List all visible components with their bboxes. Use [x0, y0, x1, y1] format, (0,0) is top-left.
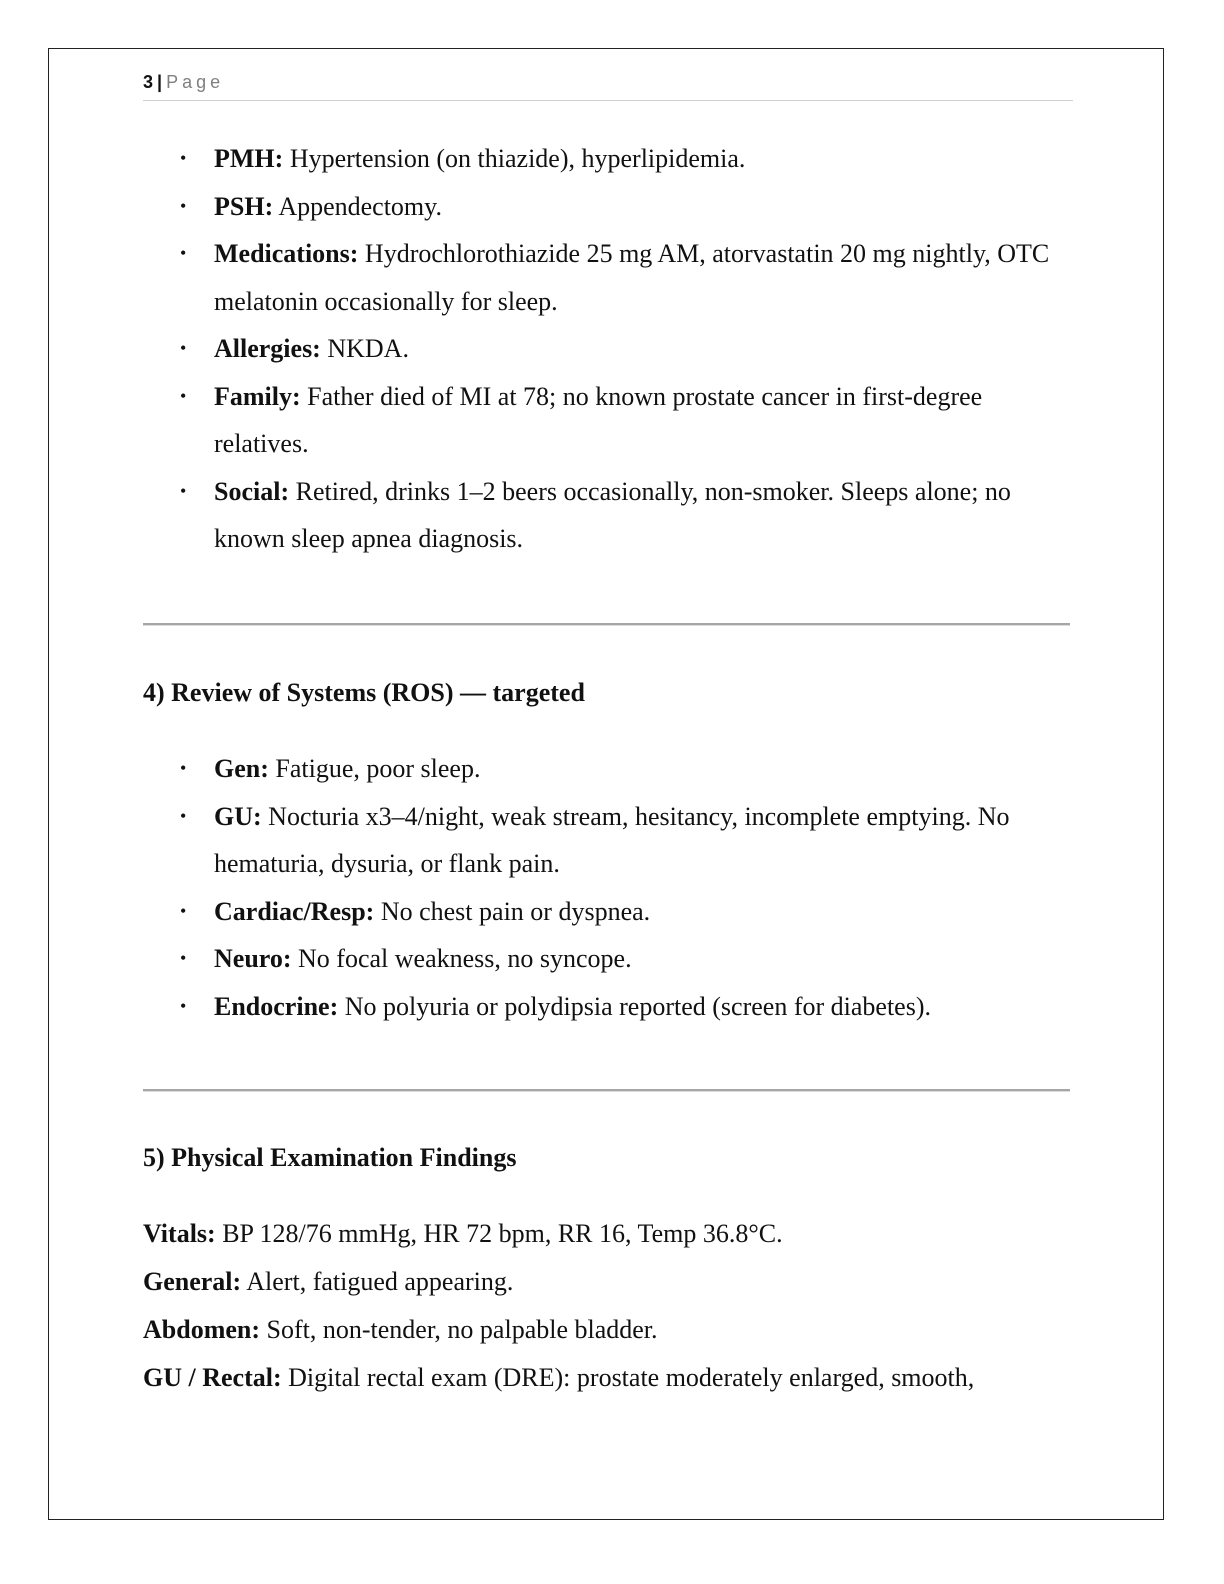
exam-text: BP 128/76 mmHg, HR 72 bpm, RR 16, Temp 36.8°C. [222, 1219, 783, 1248]
list-item [143, 793, 1073, 888]
bullet-icon: • [180, 338, 187, 358]
history-list [143, 135, 1073, 563]
exam-text: Digital rectal exam (DRE): prostate moderately enlarged, smooth, [288, 1363, 975, 1392]
exam-heading: 5) Physical Examination Findings [143, 1143, 517, 1172]
exam-text: Soft, non-tender, no palpable bladder. [266, 1315, 658, 1344]
item-text: No polyuria or polydipsia reported (screen for diabetes). [344, 991, 931, 1021]
item-text: Nocturia x3–4/night, weak stream, hesitancy, incomplete emptying. No hematuria, dysuria, or flank pain. [214, 801, 1010, 878]
section-divider [143, 1089, 1070, 1092]
item-label: Gen: [214, 754, 269, 783]
list-item [143, 325, 1073, 373]
item-text: Hypertension (on thiazide), hyperlipidemia. [289, 144, 746, 173]
item-text: Appendectomy. [278, 191, 442, 221]
bullet-icon: • [180, 995, 187, 1016]
page-header [143, 72, 1073, 101]
exam-text: Alert, fatigued appearing. [246, 1267, 514, 1296]
page-label: Page [166, 72, 225, 92]
ros-heading: 4) Review of Systems (ROS) — targeted [143, 678, 585, 707]
list-item [143, 373, 1073, 468]
list-item [143, 745, 1073, 793]
item-label: Allergies: [214, 334, 321, 363]
exam-line [143, 1306, 1073, 1354]
section-divider [143, 623, 1070, 626]
exam-line [143, 1210, 1073, 1258]
exam-label: General: [143, 1267, 242, 1296]
item-label: Family: [214, 381, 301, 411]
exam-label: Abdomen: [143, 1315, 261, 1344]
list-item [143, 468, 1073, 563]
header-separator: | [157, 72, 163, 92]
list-item [143, 888, 1073, 936]
bullet-icon: • [180, 758, 187, 778]
exam-label: Vitals: [143, 1219, 216, 1248]
item-label: Medications: [214, 239, 359, 268]
item-text: No chest pain or dyspnea. [380, 896, 651, 926]
list-item [143, 983, 1073, 1031]
bullet-icon: • [180, 385, 187, 406]
bullet-icon: • [180, 243, 187, 263]
item-text: Hydrochlorothiazide 25 mg AM, atorvastatin 20 mg nightly, OTC melatonin occasionally for sleep. [214, 239, 1050, 316]
item-text: NKDA. [327, 334, 409, 363]
item-label: Cardiac/Resp: [214, 896, 375, 926]
item-label: GU: [214, 801, 262, 831]
exam-findings [143, 1210, 1073, 1402]
bullet-icon: • [180, 195, 187, 216]
item-text: Father died of MI at 78; no known prostate cancer in first-degree relatives. [214, 381, 983, 458]
ros-list [143, 745, 1073, 1030]
bullet-icon: • [180, 900, 187, 921]
bullet-icon: • [180, 805, 187, 826]
list-item [143, 935, 1073, 983]
bullet-icon: • [180, 480, 187, 501]
list-item [143, 183, 1073, 231]
exam-line [143, 1354, 1073, 1402]
page-number: 3 [143, 72, 154, 92]
list-item [143, 230, 1073, 325]
bullet-icon: • [180, 148, 187, 168]
item-text: Retired, drinks 1–2 beers occasionally, non-smoker. Sleeps alone; no known sleep apnea diagnosis. [214, 476, 1011, 553]
item-label: Social: [214, 476, 290, 506]
list-item [143, 135, 1073, 183]
bullet-icon: • [180, 948, 187, 968]
item-label: Neuro: [214, 944, 292, 973]
exam-line [143, 1258, 1073, 1306]
exam-label: GU / Rectal: [143, 1363, 282, 1392]
item-label: PMH: [214, 144, 284, 173]
item-label: PSH: [214, 191, 274, 221]
item-text: No focal weakness, no syncope. [298, 944, 632, 973]
item-text: Fatigue, poor sleep. [275, 754, 481, 783]
item-label: Endocrine: [214, 991, 339, 1021]
